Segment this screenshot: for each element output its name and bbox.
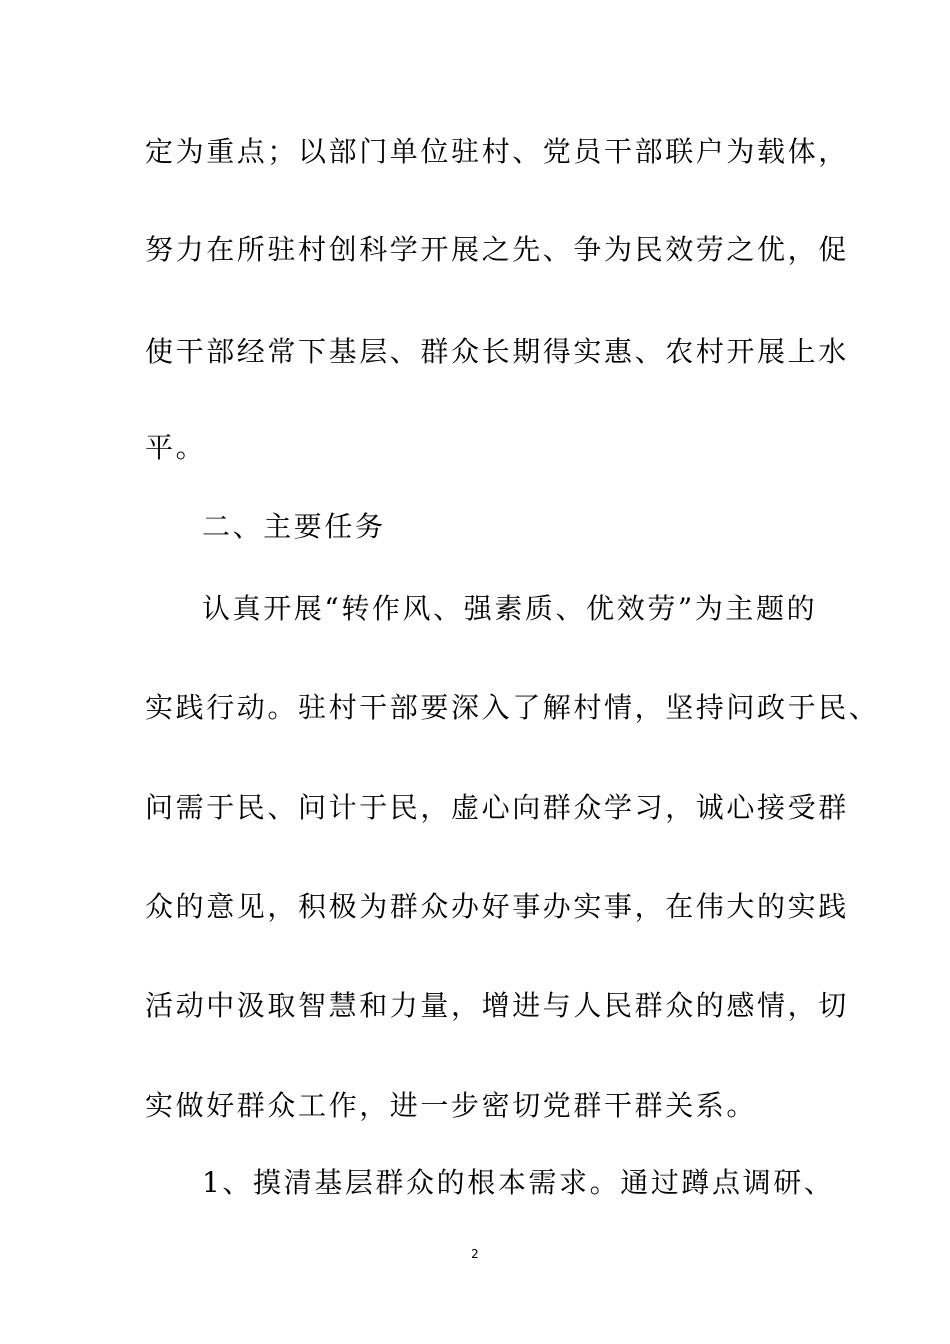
text-line-8: 问需于民、问计于民，虚心向群众学习，诚心接受群 — [145, 791, 849, 824]
text-line-3: 使干部经常下基层、群众长期得实惠、农村开展上水 — [145, 335, 849, 368]
text-line-2: 努力在所驻村创科学开展之先、争为民效劳之优，促 — [145, 233, 849, 266]
text-line-12: 1、摸清基层群众的根本需求。通过蹲点调研、 — [202, 1166, 835, 1199]
text-line-11: 实做好群众工作，进一步密切党群干群关系。 — [145, 1089, 758, 1122]
text-line-10: 活动中汲取智慧和力量，增进与人民群众的感情，切 — [145, 989, 849, 1022]
text-line-9: 众的意见，积极为群众办好事办实事，在伟大的实践 — [145, 890, 849, 923]
section-heading: 二、主要任务 — [202, 510, 386, 543]
text-line-4: 平。 — [145, 431, 207, 464]
text-line-7: 实践行动。驻村干部要深入了解村情，坚持问政于民、 — [145, 691, 880, 724]
text-line-6: 认真开展“转作风、强素质、优效劳”为主题的 — [202, 592, 818, 625]
page-number: 2 — [471, 1247, 479, 1261]
text-line-1: 定为重点；以部门单位驻村、党员干部联户为载体， — [145, 135, 849, 168]
